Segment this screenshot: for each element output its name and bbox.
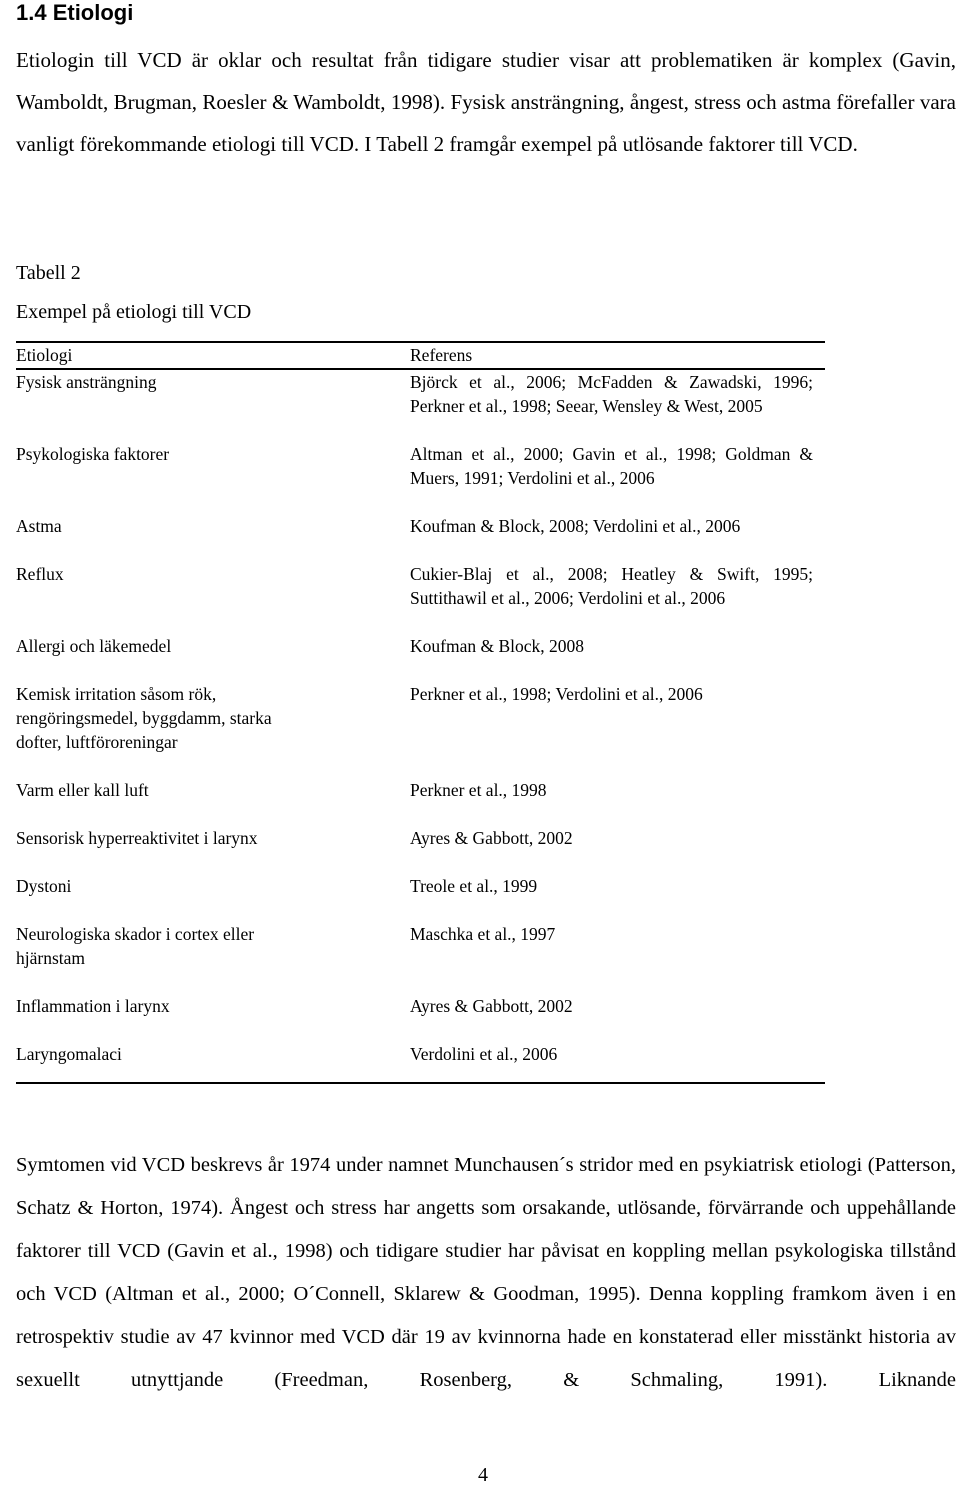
referens-cell: Björck et al., 2006; McFadden & Zawadski, 1996; Perkner et al., 1998; Seear, Wensley & West, 2005 bbox=[410, 372, 813, 416]
table-row bbox=[16, 994, 825, 1018]
referens-cell: Maschka et al., 1997 bbox=[410, 924, 556, 944]
referens-cell: Cukier-Blaj et al., 2008; Heatley & Swift, 1995; Suttithawil et al., 2006; Verdolini et al., 2006 bbox=[410, 564, 813, 608]
etiologi-cell: Reflux bbox=[16, 564, 64, 584]
table-row bbox=[16, 370, 825, 418]
referens-cell: Ayres & Gabbott, 2002 bbox=[410, 828, 573, 848]
table-row bbox=[16, 778, 825, 802]
table-row bbox=[16, 634, 825, 658]
etiologi-cell: Sensorisk hyperreaktivitet i larynx bbox=[16, 828, 258, 848]
referens-cell: Koufman & Block, 2008 bbox=[410, 636, 585, 656]
etiologi-cell: Allergi och läkemedel bbox=[16, 636, 172, 656]
table-label: Tabell 2 bbox=[16, 262, 81, 284]
column-header-etiologi: Etiologi bbox=[16, 345, 73, 365]
etiologi-cell: Varm eller kall luft bbox=[16, 780, 149, 800]
referens-cell: Koufman & Block, 2008; Verdolini et al., 2006 bbox=[410, 516, 741, 536]
etiologi-cell: Astma bbox=[16, 516, 62, 536]
column-header-referens: Referens bbox=[410, 345, 473, 365]
table-row bbox=[16, 874, 825, 898]
table-row bbox=[16, 562, 825, 610]
referens-cell: Perkner et al., 1998 bbox=[410, 780, 547, 800]
etiologi-cell: Psykologiska faktorer bbox=[16, 444, 170, 464]
body-section bbox=[16, 1144, 956, 1402]
section-heading: 1.4 Etiologi bbox=[16, 0, 134, 25]
referens-cell: Verdolini et al., 2006 bbox=[410, 1044, 558, 1064]
table-row bbox=[16, 826, 825, 850]
referens-cell: Treole et al., 1999 bbox=[410, 876, 538, 896]
body-paragraph: Symtomen vid VCD beskrevs år 1974 under namnet Munchausen´s stridor med en psykiatrisk etiologi (Patterson, Schatz & Horton, 1974). Ångest och stress har angetts som orsakande, utlösande, förvärrande och uppehållande faktorer till VCD (Gavin et al., 1998) och tidigare studier har påvisat en koppling mellan psykologiska tillstånd och VCD (Altman et al., 2000; O´Connell, Sklarew & Goodman, 1995). Denna koppling framkom även i en retrospektiv studie av 47 kvinnor med VCD där 19 av kvinnorna hade en konstaterad eller misstänkt historia av sexuellt utnyttjande (Freedman, Rosenberg, & Schmaling, 1991). Liknande bbox=[16, 1154, 956, 1391]
table-row bbox=[16, 922, 825, 970]
table-row bbox=[16, 442, 825, 490]
referens-cell: Ayres & Gabbott, 2002 bbox=[410, 996, 573, 1016]
intro-paragraph: Etiologin till VCD är oklar och resultat från tidigare studier visar att problematiken är komplex (Gavin, Wamboldt, Brugman, Roesler & Wamboldt, 1998). Fysisk ansträngning, ångest, stress och astma förefaller vara vanligt förekommande etiologi till VCD. I Tabell 2 framgår exempel på utlösande faktorer till VCD. bbox=[16, 48, 956, 156]
etiology-table bbox=[16, 341, 825, 1084]
intro-section bbox=[16, 40, 956, 165]
etiologi-cell: Laryngomalaci bbox=[16, 1044, 122, 1064]
referens-cell: Altman et al., 2000; Gavin et al., 1998; Goldman & Muers, 1991; Verdolini et al., 2006 bbox=[410, 444, 813, 488]
table-row bbox=[16, 1042, 825, 1066]
table-row bbox=[16, 514, 825, 538]
page-number: 4 bbox=[478, 1464, 488, 1486]
table-header-row bbox=[16, 343, 825, 367]
etiologi-cell: Neurologiska skador i cortex eller hjärnstam bbox=[16, 924, 255, 968]
referens-cell: Perkner et al., 1998; Verdolini et al., 2006 bbox=[410, 684, 703, 704]
table-row bbox=[16, 682, 825, 754]
etiologi-cell: Kemisk irritation såsom rök, rengöringsmedel, byggdamm, starka dofter, luftföroreningar bbox=[16, 684, 272, 752]
etiologi-cell: Fysisk ansträngning bbox=[16, 372, 157, 392]
etiologi-cell: Dystoni bbox=[16, 876, 72, 896]
etiologi-cell: Inflammation i larynx bbox=[16, 996, 170, 1016]
table-title: Exempel på etiologi till VCD bbox=[16, 301, 252, 323]
